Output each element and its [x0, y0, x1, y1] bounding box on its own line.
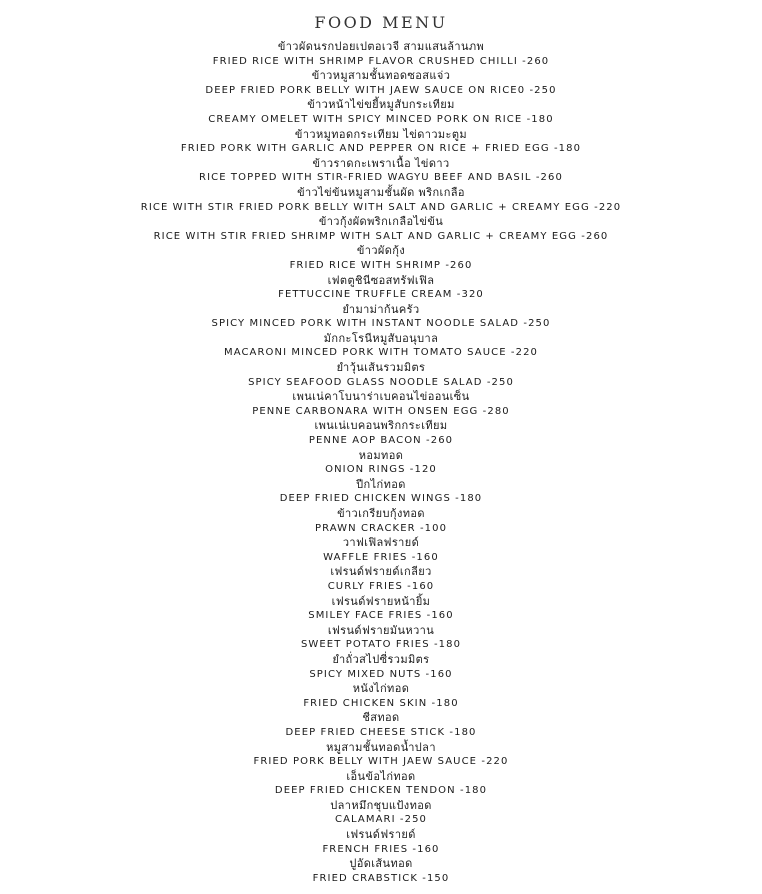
menu-title: FOOD MENU	[314, 13, 448, 32]
menu-item-thai-name: ยำมาม่าก้นครัว	[342, 302, 420, 316]
menu-item	[0, 536, 762, 565]
menu-item-english-name: FRIED CRABSTICK -150	[312, 872, 450, 884]
menu-item-english-name: RICE TOPPED WITH STIR-FRIED WAGYU BEEF AND BASIL -260	[199, 172, 563, 184]
menu-item-thai-name: วาฟเฟิลฟรายด์	[342, 536, 420, 550]
menu-item	[0, 741, 762, 770]
menu-item-english-name: CREAMY OMELET WITH SPICY MINCED PORK ON RICE -180	[208, 113, 554, 125]
menu-item-english-name: FRIED RICE WITH SHRIMP FLAVOR CRUSHED CHILLI -260	[212, 55, 550, 67]
menu-item	[0, 624, 762, 653]
menu-item	[0, 274, 762, 303]
menu-list	[0, 40, 762, 886]
menu-item	[0, 419, 762, 448]
menu-item-english-name: RICE WITH STIR FRIED PORK BELLY WITH SALT AND GARLIC + CREAMY EGG -220	[140, 201, 622, 213]
menu-item-english-name: MACARONI MINCED PORK WITH TOMATO SAUCE -220	[223, 347, 538, 359]
menu-item	[0, 244, 762, 273]
menu-item-thai-name: หมูสามชั้นทอดน้ำปลา	[326, 740, 436, 754]
menu-item-thai-name: ปีกไก่ทอด	[356, 477, 406, 491]
menu-item-english-name: SPICY SEAFOOD GLASS NOODLE SALAD -250	[248, 376, 514, 388]
menu-item	[0, 565, 762, 594]
menu-item	[0, 332, 762, 361]
menu-item-thai-name: ปลาหมึกชุบแป้งทอด	[330, 798, 432, 812]
menu-item-thai-name: เฟรนด์ฟรายมันหวาน	[327, 623, 435, 637]
menu-item-english-name: WAFFLE FRIES -160	[323, 551, 439, 563]
menu-item	[0, 653, 762, 682]
menu-item-thai-name: หอมทอด	[358, 448, 404, 462]
menu-item-english-name: DEEP FRIED CHICKEN WINGS -180	[279, 493, 483, 505]
menu-item-thai-name: เฟรนด์ฟรายด์เกลียว	[330, 565, 432, 579]
menu-item-thai-name: ข้าวราดกะเพราเนื้อ ไข่ดาว	[312, 156, 450, 170]
menu-item	[0, 595, 762, 624]
menu-item-thai-name: มักกะโรนีหมูสับอนุบาล	[323, 331, 439, 345]
menu-item-english-name: FRIED CHICKEN SKIN -180	[303, 697, 459, 709]
menu-item-thai-name: เพนเน่เบคอนพริกกระเทียม	[314, 419, 448, 433]
menu-item-thai-name: ข้าวเกรียบกุ้งทอด	[337, 507, 425, 520]
menu-item-english-name: SMILEY FACE FRIES -160	[308, 610, 454, 622]
menu-item	[0, 157, 762, 186]
menu-item	[0, 711, 762, 740]
menu-item-english-name: CALAMARI -250	[334, 814, 427, 826]
menu-item-thai-name: ข้าวหมูทอดกระเทียม ไข่ดาวมะตูม	[294, 127, 468, 141]
menu-item-thai-name: ข้าวผัดนรกปอยเปตอเวจี สามแสนล้านภพ	[277, 40, 485, 53]
menu-item	[0, 799, 762, 828]
menu-item-english-name: FRIED PORK WITH GARLIC AND PEPPER ON RICE + FRIED EGG -180	[180, 143, 582, 155]
menu-item	[0, 69, 762, 98]
menu-item-english-name: DEEP FRIED PORK BELLY WITH JAEW SAUCE ON RICE0 -250	[205, 84, 557, 96]
menu-item-thai-name: ข้าวกุ้งผัดพริกเกลือไข่ข้น	[318, 215, 444, 229]
menu-item	[0, 303, 762, 332]
menu-item	[0, 449, 762, 478]
menu-item-thai-name: ข้าวผัดกุ้ง	[356, 244, 406, 258]
menu-item-english-name: FETTUCCINE TRUFFLE CREAM -320	[278, 289, 484, 301]
menu-item	[0, 478, 762, 507]
menu-item-english-name: DEEP FRIED CHEESE STICK -180	[285, 726, 477, 738]
menu-item-english-name: RICE WITH STIR FRIED SHRIMP WITH SALT AND GARLIC + CREAMY EGG -260	[153, 230, 609, 242]
menu-item-thai-name: เฟรนด์ฟรายหน้ายิ้ม	[331, 594, 431, 608]
menu-item-thai-name: ปูอัดเส้นทอด	[349, 857, 413, 871]
menu-item-thai-name: ข้าวไข่ข้นหมูสามชั้นผัด พริกเกลือ	[297, 185, 465, 199]
menu-item-thai-name: ข้าวหมูสามชั้นทอดซอสแจ่ว	[311, 69, 451, 83]
menu-item-english-name: ONION RINGS -120	[325, 464, 437, 476]
menu-item-english-name: PRAWN CRACKER -100	[314, 522, 448, 534]
menu-item-english-name: PENNE AOP BACON -260	[308, 435, 454, 447]
menu-item-english-name: SPICY MIXED NUTS -160	[309, 668, 453, 680]
menu-item	[0, 98, 762, 127]
menu-item	[0, 828, 762, 857]
menu-item	[0, 770, 762, 799]
menu-item-thai-name: เอ็นข้อไก่ทอด	[346, 769, 416, 783]
menu-item	[0, 40, 762, 69]
menu-item	[0, 186, 762, 215]
menu-item-thai-name: ชีสทอด	[362, 711, 400, 725]
menu-item	[0, 215, 762, 244]
menu-item	[0, 507, 762, 536]
menu-item-english-name: SPICY MINCED PORK WITH INSTANT NOODLE SALAD -250	[211, 318, 551, 330]
menu-item-english-name: CURLY FRIES -160	[327, 580, 435, 592]
menu-item-thai-name: เฟตตูชินีซอสทรัฟเฟิล	[327, 273, 435, 287]
menu-item	[0, 390, 762, 419]
menu-item-english-name: FRIED RICE WITH SHRIMP -260	[289, 259, 473, 271]
menu-item-thai-name: ข้าวหน้าไข่ขยี้หมูสับกระเทียม	[307, 98, 455, 112]
menu-item	[0, 361, 762, 390]
menu-item-thai-name: หนังไก่ทอด	[352, 682, 410, 696]
menu-item-english-name: SWEET POTATO FRIES -180	[300, 639, 462, 651]
menu-item-thai-name: ยำวุ้นเส้นรวมมิตร	[336, 361, 426, 375]
menu-item-english-name: FRENCH FRIES -160	[322, 843, 440, 855]
menu-item	[0, 857, 762, 886]
menu-item-thai-name: เฟรนด์ฟรายด์	[346, 828, 416, 842]
menu-item	[0, 682, 762, 711]
menu-item-english-name: PENNE CARBONARA WITH ONSEN EGG -280	[252, 405, 510, 417]
menu-item	[0, 128, 762, 157]
menu-item-english-name: FRIED PORK BELLY WITH JAEW SAUCE -220	[253, 756, 509, 768]
menu-item-thai-name: เพนเน่คาโบนาร่าเบคอนไข่ออนเซ็น	[292, 390, 470, 404]
menu-item-english-name: DEEP FRIED CHICKEN TENDON -180	[274, 785, 488, 797]
menu-item-thai-name: ยำถั่วสไปซี่รวมมิตร	[332, 652, 430, 666]
